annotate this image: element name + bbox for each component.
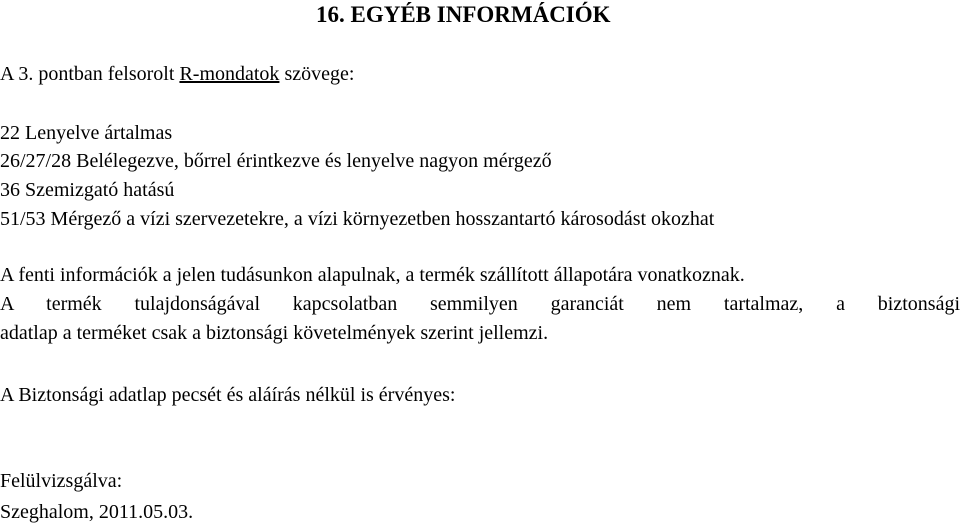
section-title: 16. EGYÉB INFORMÁCIÓK bbox=[316, 2, 611, 27]
r-phrase-item: 51/53 Mérgező a vízi szervezetekre, a vízi környezetben hosszantartó károsodást okozhat bbox=[0, 208, 715, 230]
info-paragraph-line: A fenti információk a jelen tudásunkon alapulnak, a termék szállított állapotára vonatkoznak. bbox=[0, 264, 745, 286]
warranty-paragraph-line: A termék tulajdonságával kapcsolatban semmilyen garanciát nem tartalmaz, a biztonsági bbox=[0, 293, 960, 315]
review-place-date: Szeghalom, 2011.05.03. bbox=[0, 501, 194, 523]
warranty-paragraph-line: adatlap a terméket csak a biztonsági követelmények szerint jellemzi. bbox=[0, 322, 549, 344]
intro-prefix: A 3. pontban felsorolt bbox=[0, 63, 180, 85]
r-phrase-item: 36 Szemizgató hatású bbox=[0, 179, 175, 201]
warranty-paragraph bbox=[0, 290, 960, 348]
r-phrase-item: 22 Lenyelve ártalmas bbox=[0, 122, 173, 144]
validity-statement: A Biztonsági adatlap pecsét és aláírás nélkül is érvényes: bbox=[0, 384, 456, 406]
r-phrases-intro bbox=[0, 61, 354, 87]
intro-suffix: szövege: bbox=[279, 63, 355, 85]
r-phrase-item: 26/27/28 Belélegezve, bőrrel érintkezve és lenyelve nagyon mérgező bbox=[0, 150, 552, 172]
review-label: Felülvizsgálva: bbox=[0, 470, 123, 492]
r-phrases-link[interactable]: R-mondatok bbox=[179, 63, 280, 85]
